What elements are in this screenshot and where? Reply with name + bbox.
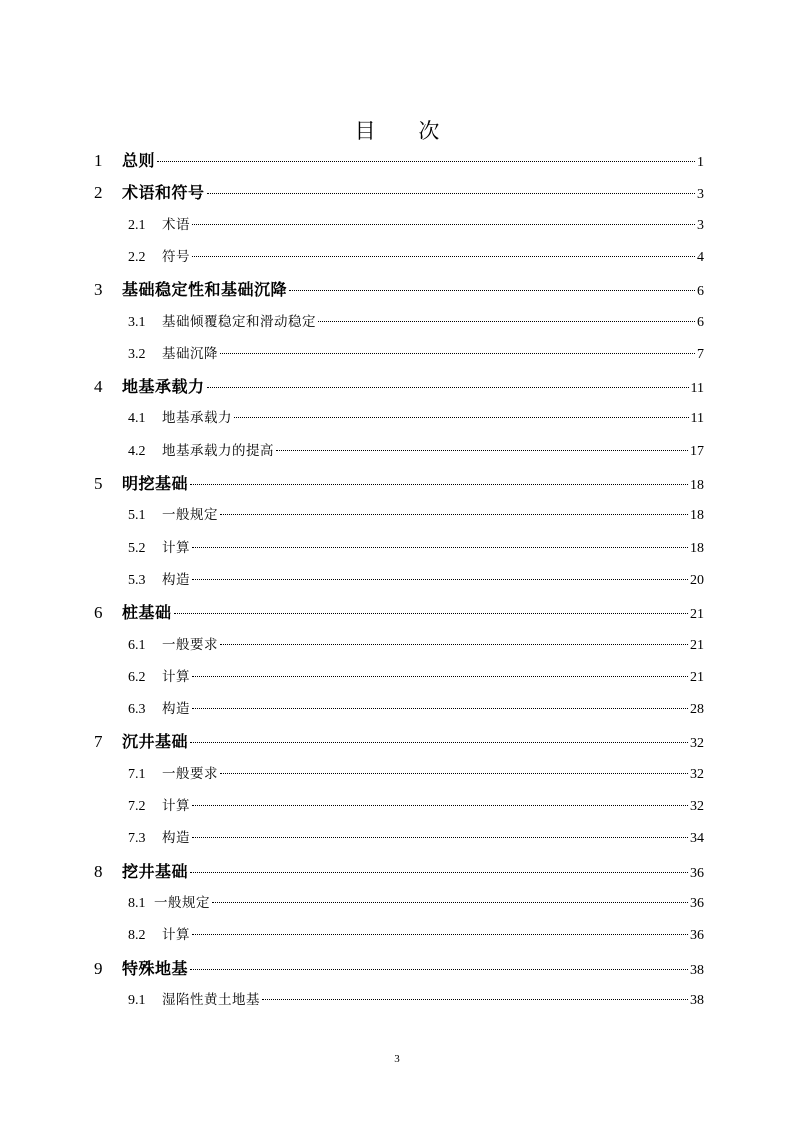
toc-dot-leader [190,742,688,743]
toc-section-entry[interactable] [128,988,704,1020]
toc-chapter-entry[interactable] [94,600,704,632]
toc-entry-page: 3 [697,187,704,203]
toc-entry-page: 21 [690,669,704,685]
toc-chapter-entry[interactable] [94,148,704,180]
toc-section-entry[interactable] [128,503,704,535]
toc-dot-leader [212,902,688,903]
toc-entry-title: 地基承载力 [122,377,205,397]
toc-entry-number: 8.1 [128,895,146,911]
toc-section-entry[interactable] [128,697,704,729]
toc-entry-title: 构造 [162,701,190,718]
toc-dot-leader [207,387,689,388]
toc-dot-leader [192,547,688,548]
toc-chapter-entry[interactable] [94,471,704,503]
toc-entry-page: 11 [690,411,704,427]
toc-dot-leader [192,256,695,257]
toc-entry-page: 6 [697,284,704,300]
toc-dot-leader [192,708,688,709]
toc-entry-page: 3 [697,217,704,233]
toc-entry-number: 7.3 [128,831,146,847]
toc-entry-number: 6.2 [128,669,146,685]
toc-section-entry[interactable] [128,568,704,600]
toc-section-entry[interactable] [128,310,704,342]
toc-entry-page: 28 [690,702,704,718]
toc-entry-title: 沉井基础 [122,732,189,752]
toc-entry-number: 6.1 [128,637,146,653]
toc-entry-number: 4.1 [128,411,146,427]
toc-entry-title: 计算 [162,798,190,814]
toc-dot-leader [190,872,688,873]
toc-dot-leader [192,579,688,580]
toc-entry-title: 地基承载力的提高 [162,442,274,459]
toc-entry-title: 总则 [122,151,156,170]
toc-entry-page: 36 [690,928,704,944]
page-title: 目 次 [354,119,458,143]
toc-entry-number: 9.1 [128,992,146,1008]
toc-entry-title: 计算 [162,539,190,556]
toc-entry-title: 一般要求 [162,636,218,653]
toc-dot-leader [220,353,695,354]
toc-entry-number: 4 [94,377,103,397]
toc-entry-page: 18 [690,540,704,556]
toc-entry-number: 7.1 [128,766,146,782]
toc-entry-title: 术语和符号 [122,183,205,203]
toc-entry-number: 6 [94,603,103,623]
toc-chapter-entry[interactable] [94,859,704,891]
toc-dot-leader [289,290,695,291]
toc-entry-page: 36 [690,865,704,881]
toc-dot-leader [190,484,688,485]
toc-dot-leader [276,450,688,451]
toc-entry-page: 6 [697,314,704,330]
toc-dot-leader [220,644,688,645]
toc-entry-number: 7 [94,732,103,752]
toc-section-entry[interactable] [128,665,704,697]
toc-entry-number: 2.2 [128,249,146,265]
toc-entry-page: 32 [690,736,704,752]
toc-entry-number: 1 [94,151,103,170]
toc-entry-number: 8 [94,861,103,881]
toc-entry-title: 地基承载力 [162,410,232,427]
toc-section-entry[interactable] [128,439,704,471]
toc-entry-page: 32 [690,799,704,814]
toc-chapter-entry[interactable] [94,374,704,406]
toc-dot-leader [234,417,689,418]
toc-entry-title: 湿陷性黄土地基 [162,991,260,1008]
toc-entry-number: 8.2 [128,928,146,944]
toc-dot-leader [192,676,688,677]
toc-entry-number: 5.2 [128,540,146,556]
toc-entry-page: 21 [690,637,704,653]
toc-entry-page: 11 [690,381,704,397]
toc-entry-page: 18 [690,478,704,493]
toc-entry-title: 挖井基础 [122,861,189,881]
toc-dot-leader [220,514,688,515]
toc-entry-page: 21 [690,607,704,623]
toc-dot-leader [220,773,688,774]
toc-entry-number: 4.2 [128,443,146,459]
toc-dot-leader [190,969,688,970]
toc-section-entry[interactable] [128,923,704,955]
toc-entry-title: 一般规定 [154,894,210,911]
page-number: 3 [394,1053,400,1065]
toc-section-entry[interactable] [128,342,704,374]
toc-section-entry[interactable] [128,213,704,245]
toc-entry-page: 4 [697,249,704,265]
toc-entry-title: 计算 [162,927,190,944]
toc-dot-leader [174,613,688,614]
toc-entry-page: 18 [690,508,704,524]
toc-entry-number: 5.1 [128,508,146,524]
toc-section-entry[interactable] [128,891,704,923]
toc-entry-title: 基础稳定性和基础沉降 [122,280,288,300]
toc-section-entry[interactable] [128,633,704,665]
toc-entry-title: 计算 [162,668,190,685]
toc-dot-leader [192,934,688,935]
toc-entry-number: 3 [94,280,103,300]
toc-entry-title: 一般要求 [162,765,218,782]
toc-entry-title: 术语 [162,216,190,233]
toc-entry-number: 9 [94,958,103,978]
toc-section-entry[interactable] [128,245,704,277]
toc-dot-leader [192,837,688,838]
toc-entry-title: 构造 [162,830,190,847]
toc-entry-title: 符号 [162,248,190,265]
toc-chapter-entry[interactable] [94,277,704,309]
toc-chapter-entry[interactable] [94,729,704,761]
toc-entry-page: 38 [690,992,704,1008]
toc-section-entry[interactable] [128,536,704,568]
toc-section-entry[interactable] [128,826,704,858]
toc-dot-leader [157,161,695,162]
toc-entry-page: 7 [697,346,704,362]
toc-dot-leader [192,224,695,225]
toc-entry-title: 明挖基础 [122,474,189,493]
toc-section-entry[interactable] [128,762,704,794]
toc-entry-number: 5 [94,474,103,493]
toc-entry-page: 1 [697,155,704,170]
toc-entry-title: 基础沉降 [162,345,218,362]
toc-entry-title: 桩基础 [122,603,172,623]
toc-entry-title: 一般规定 [162,507,218,524]
toc-entry-number: 3.2 [128,346,146,362]
toc-entry-title: 特殊地基 [122,958,189,978]
toc-entry-number: 5.3 [128,572,146,588]
toc-entry-page: 32 [690,766,704,782]
toc-dot-leader [318,321,695,322]
toc-entry-number: 2 [94,183,103,203]
toc-entry-number: 3.1 [128,314,146,330]
toc-entry-page: 38 [690,962,704,978]
toc-entry-title: 基础倾覆稳定和滑动稳定 [162,313,316,330]
toc-dot-leader [207,193,695,194]
toc-chapter-entry[interactable] [94,956,704,988]
toc-entry-title: 构造 [162,571,190,588]
toc-section-entry[interactable] [128,406,704,438]
toc-section-entry[interactable] [128,794,704,826]
toc-entry-page: 20 [690,572,704,588]
toc-entry-number: 2.1 [128,217,146,233]
toc-entry-number: 7.2 [128,799,146,814]
toc-dot-leader [192,805,688,806]
toc-chapter-entry[interactable] [94,180,704,212]
toc-entry-page: 36 [690,895,704,911]
toc-dot-leader [262,999,688,1000]
toc-entry-number: 6.3 [128,702,146,718]
toc-entry-page: 17 [690,443,704,459]
toc-entry-page: 34 [690,831,704,847]
